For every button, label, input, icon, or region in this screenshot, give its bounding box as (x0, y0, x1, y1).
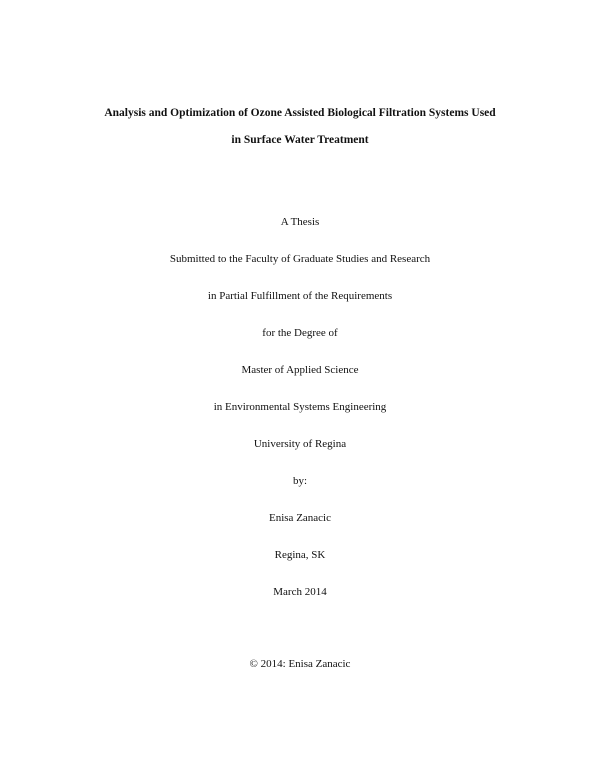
degree-line: Master of Applied Science (241, 364, 359, 376)
author-name: Enisa Zanacic (269, 512, 331, 524)
degree-intro-line: for the Degree of (262, 327, 338, 339)
fulfillment-line: in Partial Fulfillment of the Requirements (207, 290, 393, 302)
discipline-line: in Environmental Systems Engineering (213, 401, 387, 413)
by-line: by: (292, 475, 308, 487)
document-type: A Thesis (280, 216, 320, 228)
location-line: Regina, SK (274, 549, 326, 561)
university-line: University of Regina (253, 438, 347, 450)
thesis-title-line-2: in Surface Water Treatment (231, 134, 369, 146)
submitted-to-line: Submitted to the Faculty of Graduate Studies and Research (169, 253, 431, 265)
date-line: March 2014 (273, 586, 327, 598)
copyright-line: © 2014: Enisa Zanacic (249, 658, 351, 670)
thesis-title-line-1: Analysis and Optimization of Ozone Assisted Biological Filtration Systems Used (104, 107, 496, 119)
